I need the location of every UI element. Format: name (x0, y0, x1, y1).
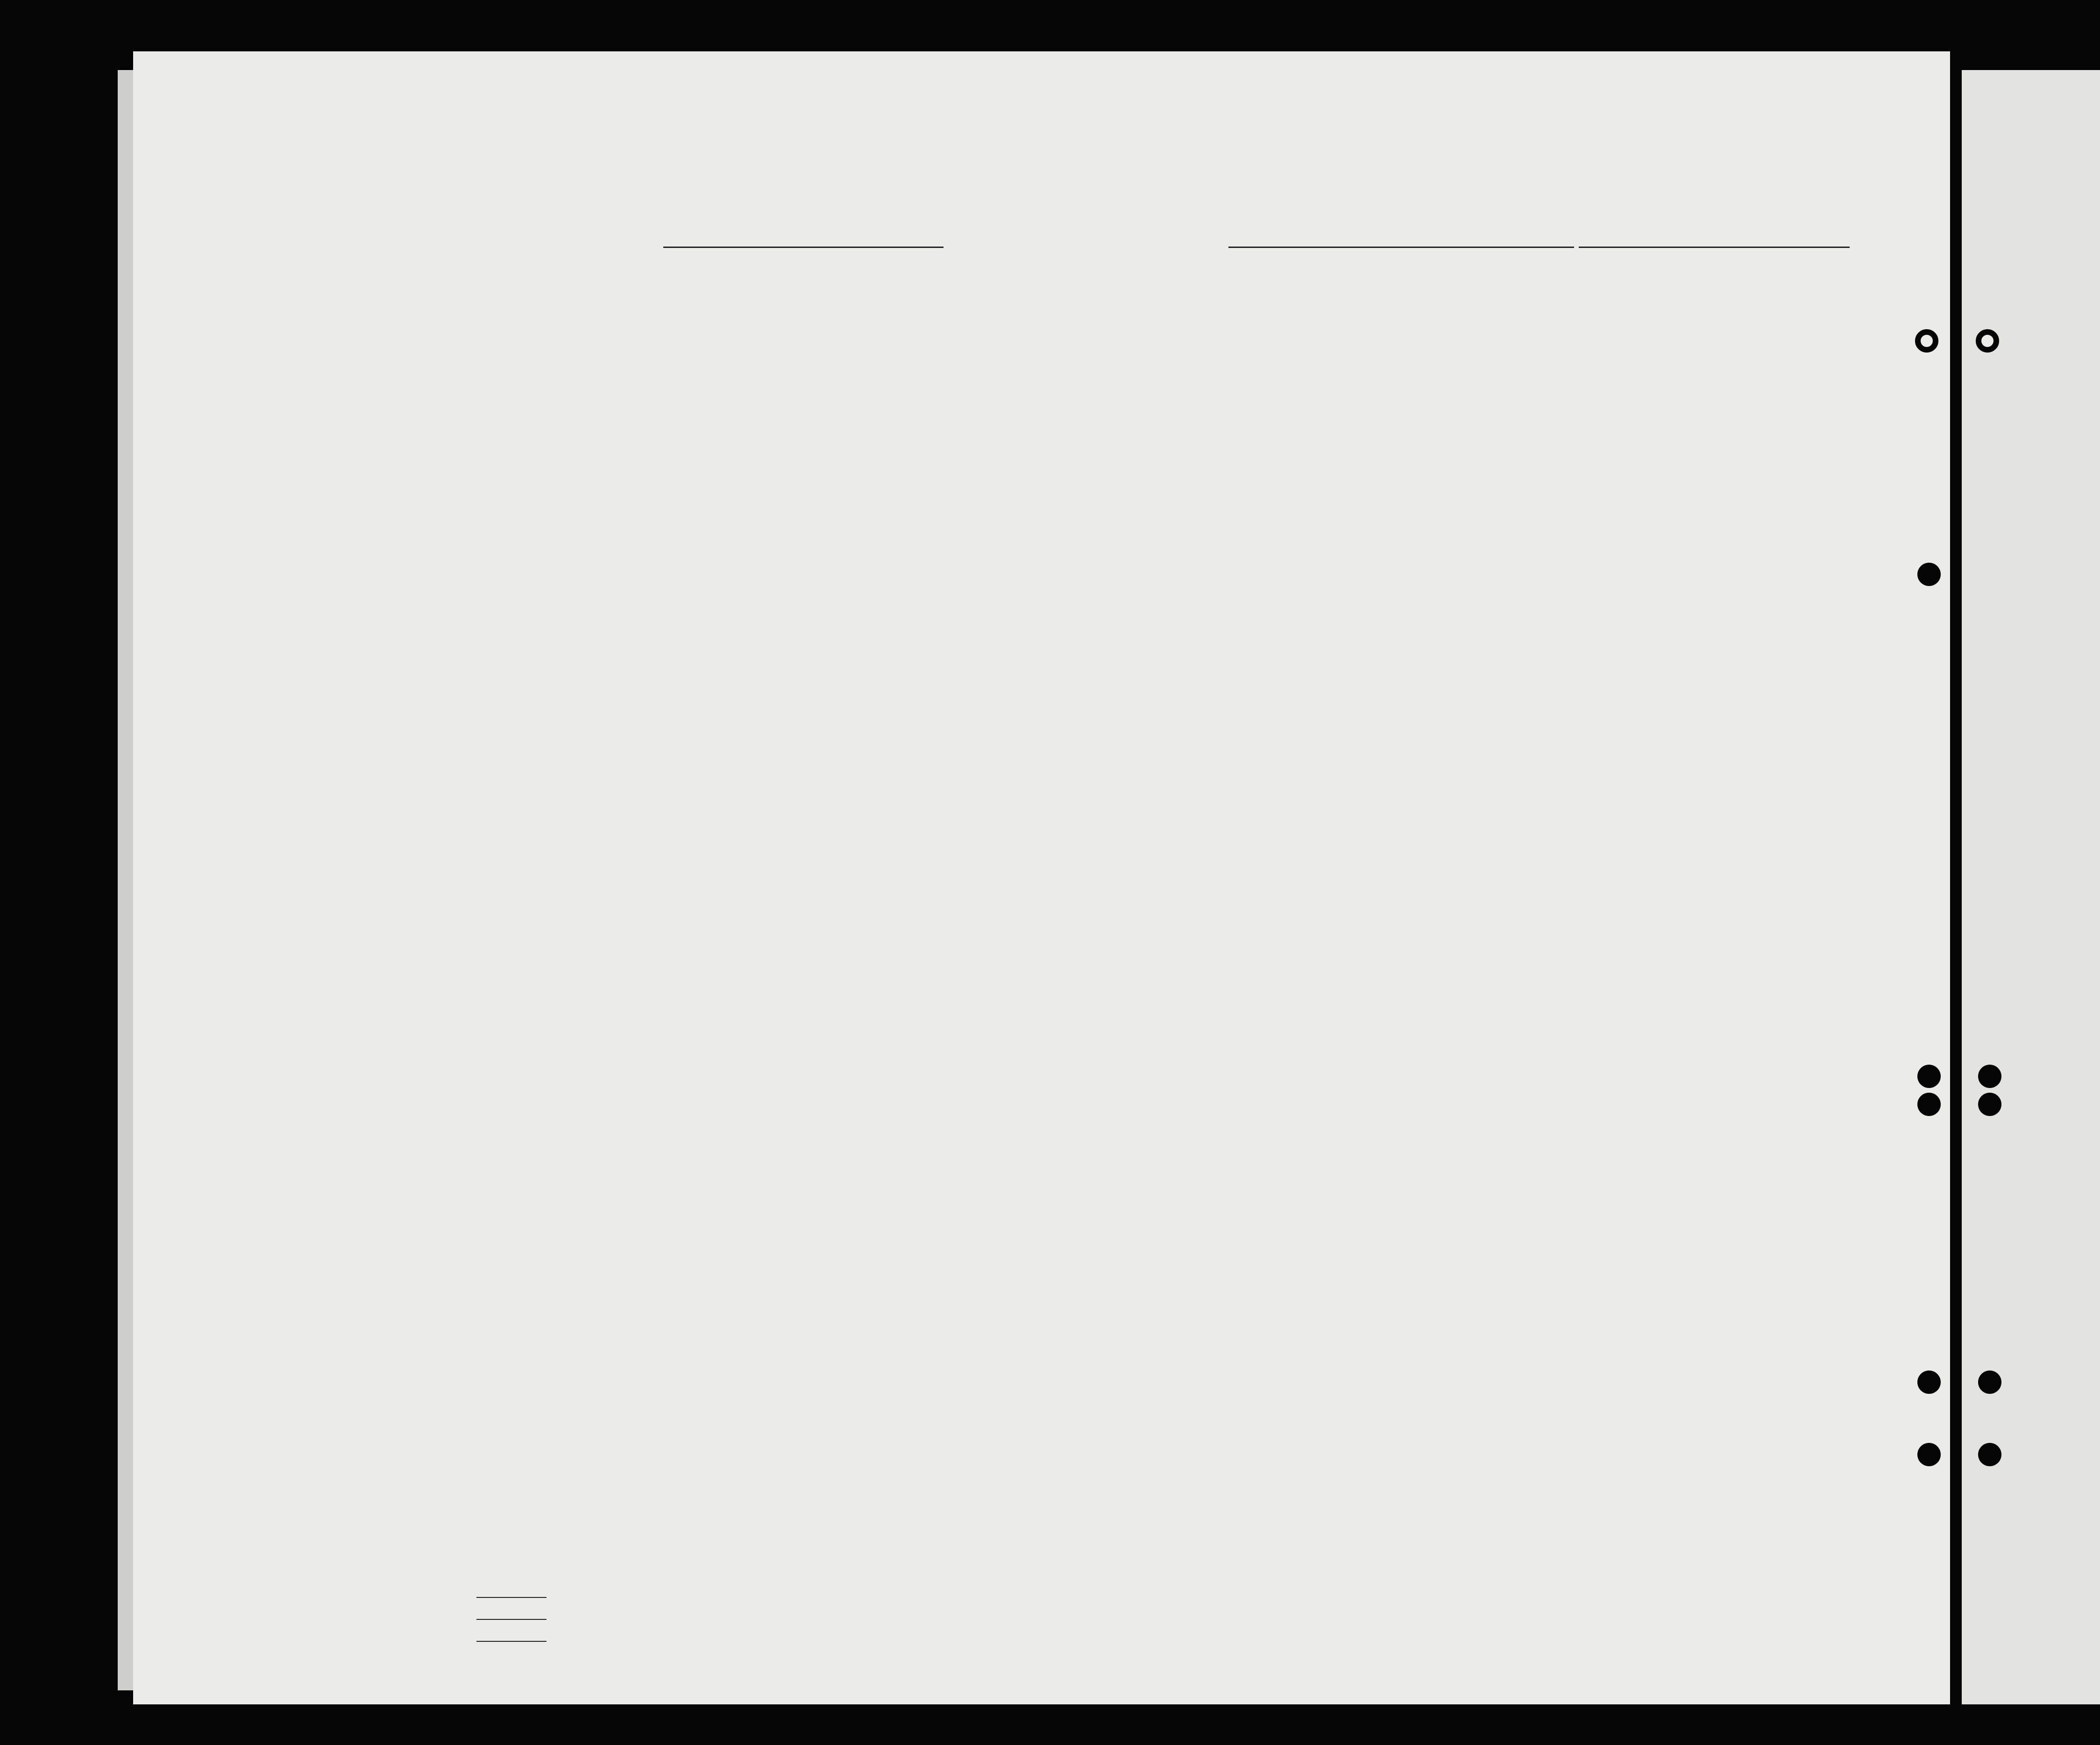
us-underline (476, 1619, 546, 1620)
binder-hole (1917, 1371, 1941, 1394)
binder-hole (1917, 1065, 1941, 1088)
binder-hole (1917, 1093, 1941, 1116)
aliens-underline (476, 1641, 546, 1642)
binder-hole-ring (1976, 329, 1999, 353)
binder-hole-ring (1915, 329, 1938, 353)
binder-hole (1978, 1371, 2001, 1394)
binder-hole (1917, 563, 1941, 586)
binder-hole (1978, 1443, 2001, 1466)
binder-hole (1978, 1065, 2001, 1088)
total-underline (476, 1597, 546, 1598)
binder-hole (1978, 1093, 2001, 1116)
binder-hole (1917, 1443, 1941, 1466)
